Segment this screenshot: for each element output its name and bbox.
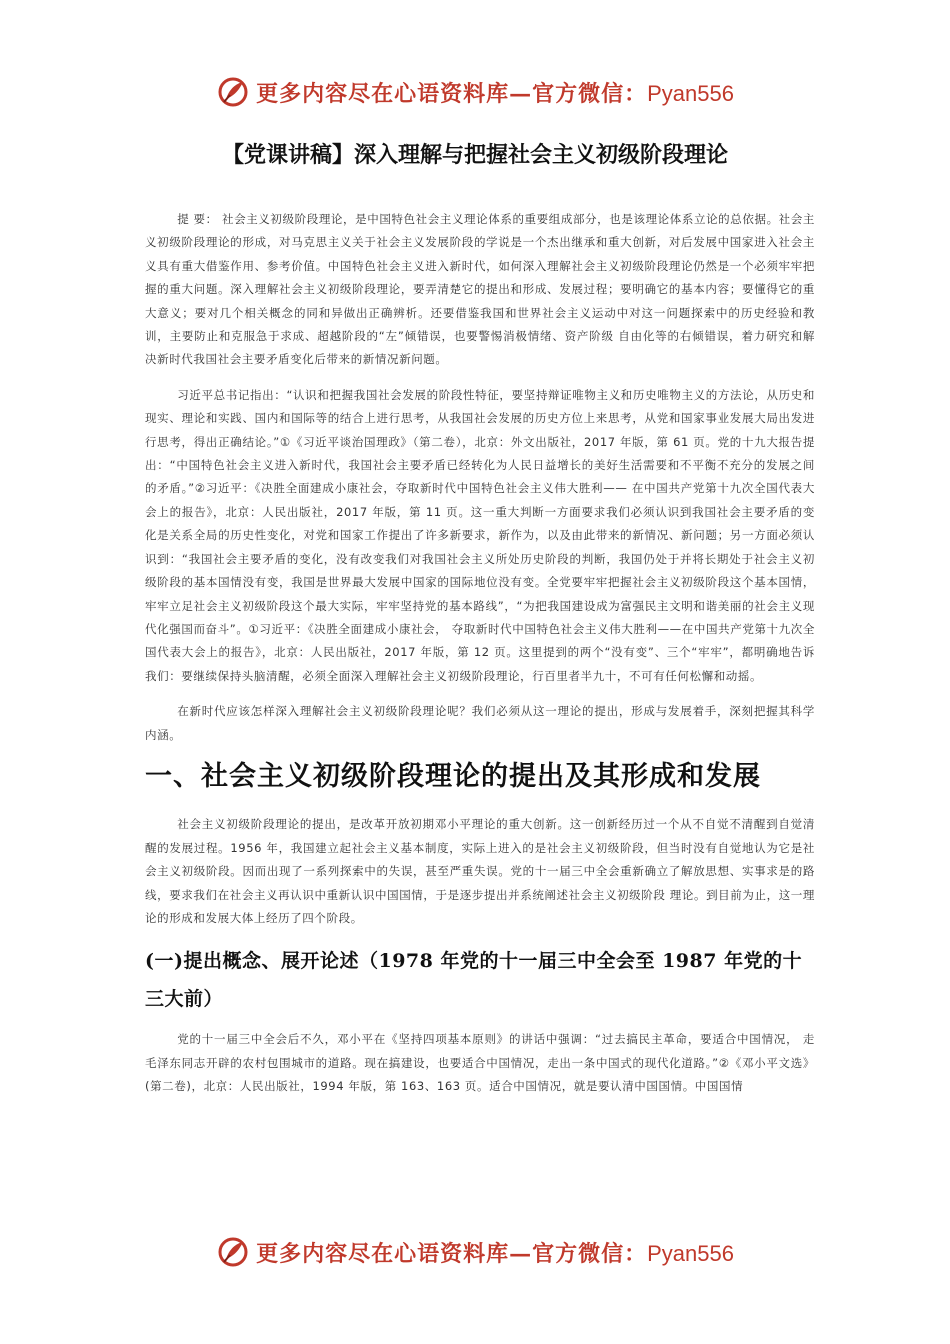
document-title: 【党课讲稿】深入理解与把握社会主义初级阶段理论 bbox=[221, 143, 728, 168]
watermark-text: 更多内容尽在心语资料库—官方微信：Pyan556 bbox=[256, 80, 734, 107]
document-body bbox=[145, 208, 815, 1111]
body-paragraph-2: 在新时代应该怎样深入理解社会主义初级阶段理论呢？我们必须从这一理论的提出，形成与发展着手，深刻把握其科学内涵。 bbox=[145, 704, 815, 742]
abstract-paragraph: 提 要： 社会主义初级阶段理论，是中国特色社会主义理论体系的重要组成部分，也是该理论体系立论的总依据。社会主义初级阶段理论的形成，对马克思主义关于社会主义发展阶段的学说是一个杰出继承和重大创新，对后发展中国家进入社会主义具有重大借鉴作用、参考价值。中国特色社会主义进入新时代，如何深入理解社会主义初级阶段理论仍然是一个必须牢牢把握的重大问题。深入理解社会主义初级阶段理论，要弄清楚它的提出和形成、发展过程；要明确它的基本内容；要懂得它的重大意义；要对几个相关概念的同和异做出正确辨析。还要借鉴我国和世界社会主义运动中对这一问题探索中的历史经验和教训，主要防止和克服急于求成、超越阶段的“左”倾错误，也要警惕消极情绪、资产阶级 自由化等的右倾错误，着力研究和解决新时代我国社会主要矛盾变化后带来的新情况新问题。 bbox=[145, 212, 815, 367]
leaf-pen-logo-icon bbox=[216, 75, 250, 109]
watermark-banner-top bbox=[0, 72, 950, 112]
body-paragraph-1: 习近平总书记指出：“认识和把握我国社会发展的阶段性特征，要坚持辩证唯物主义和历史唯物主义的方法论，从历史和现实、理论和实践、国内和国际等的结合上进行思考，从我国社会发展的历史方位上来思考，从党和国家事业发展大局出发进行思考，得出正确结论。”①《习近平谈治国理政》（第二卷），北京：外文出版社，2017 年版，第 61 页。党的十九大报告提出：“中国特色社会主义进入新时代，我国社会主要矛盾已经转化为人民日益增长的美好生活需要和不平衡不充分的发展之间的矛盾。”②习近平：《决胜全面建成小康社会，夺取新时代中国特色社会主义伟大胜利—— 在中国共产党第十九次全国代表大会上的报告》，北京：人民出版社，2017 年版，第 11 页。这一重大判断一方面要求我们必须认识到我国社会主要矛盾的变化是关系全局的历史性变化，对党和国家工作提出了许多新要求，新作为，以及由此带来的新情况、新问题；另一方面必须认识到：“我国社会主要矛盾的变化，没有改变我们对我国社会主义所处历史阶段的判断，我国仍处于并将长期处于社会主义初级阶段的基本国情没有变，我国是世界最大发展中国家的国际地位没有变。全党要牢牢把握社会主义初级阶段这个基本国情，牢牢立足社会主义初级阶段这个最大实际，牢牢坚持党的基本路线”，“为把我国建设成为富强民主文明和谐美丽的社会主义现代化强国而奋斗”。①习近平：《决胜全面建成小康社会， 夺取新时代中国特色社会主义伟大胜利——在中国共产党第十九次全国代表大会上的报告》，北京：人民出版社，2017 年版，第 12 页。这里提到的两个“没有变”、三个“牢牢”，都明确地告诉我们：要继续保持头脑清醒，必须全面深入理解社会主义初级阶段理论，行百里者半九十，不可有任何松懈和动摇。 bbox=[145, 387, 815, 683]
body-paragraph-3: 社会主义初级阶段理论的提出，是改革开放初期邓小平理论的重大创新。这一创新经历过一个从不自觉不清醒到自觉清醒的发展过程。1956 年，我国建立起社会主义基本制度，实际上进入的是社会主义初级阶段，但当时没有自觉地认为它是社会主义初级阶段。因而出现了一系列探索中的失误，甚至严重失误。党的十一届三中全会重新确立了解放思想、实事求是的路线，要求我们在社会主义再认识中重新认识中国国情，于是逐步提出并系统阐述社会主义初级阶段 理论。到目前为止，这一理论的形成和发展大体上经历了四个阶段。 bbox=[145, 817, 815, 925]
watermark-text: 更多内容尽在心语资料库—官方微信：Pyan556 bbox=[256, 1240, 734, 1267]
body-paragraph-4: 党的十一届三中全会后不久，邓小平在《坚持四项基本原则》的讲话中强调：“过去搞民主革命，要适合中国情况， 走毛泽东同志开辟的农村包围城市的道路。现在搞建设，也要适合中国情况，走出一条中国式的现代化道路。”②《邓小平文选》(第二卷)，北京：人民出版社，1994 年版，第 163、163 页。适合中国情况，就是要认清中国国情。中国国情 bbox=[145, 1032, 815, 1094]
watermark-banner-bottom bbox=[0, 1232, 950, 1272]
leaf-pen-logo-icon bbox=[216, 1235, 250, 1269]
subsection-heading-1: (一)提出概念、展开论述（1978 年党的十一届三中全会至 1987 年党的十三大前） bbox=[145, 950, 803, 1011]
section-heading-1: 一、社会主义初级阶段理论的提出及其形成和发展 bbox=[145, 760, 761, 792]
